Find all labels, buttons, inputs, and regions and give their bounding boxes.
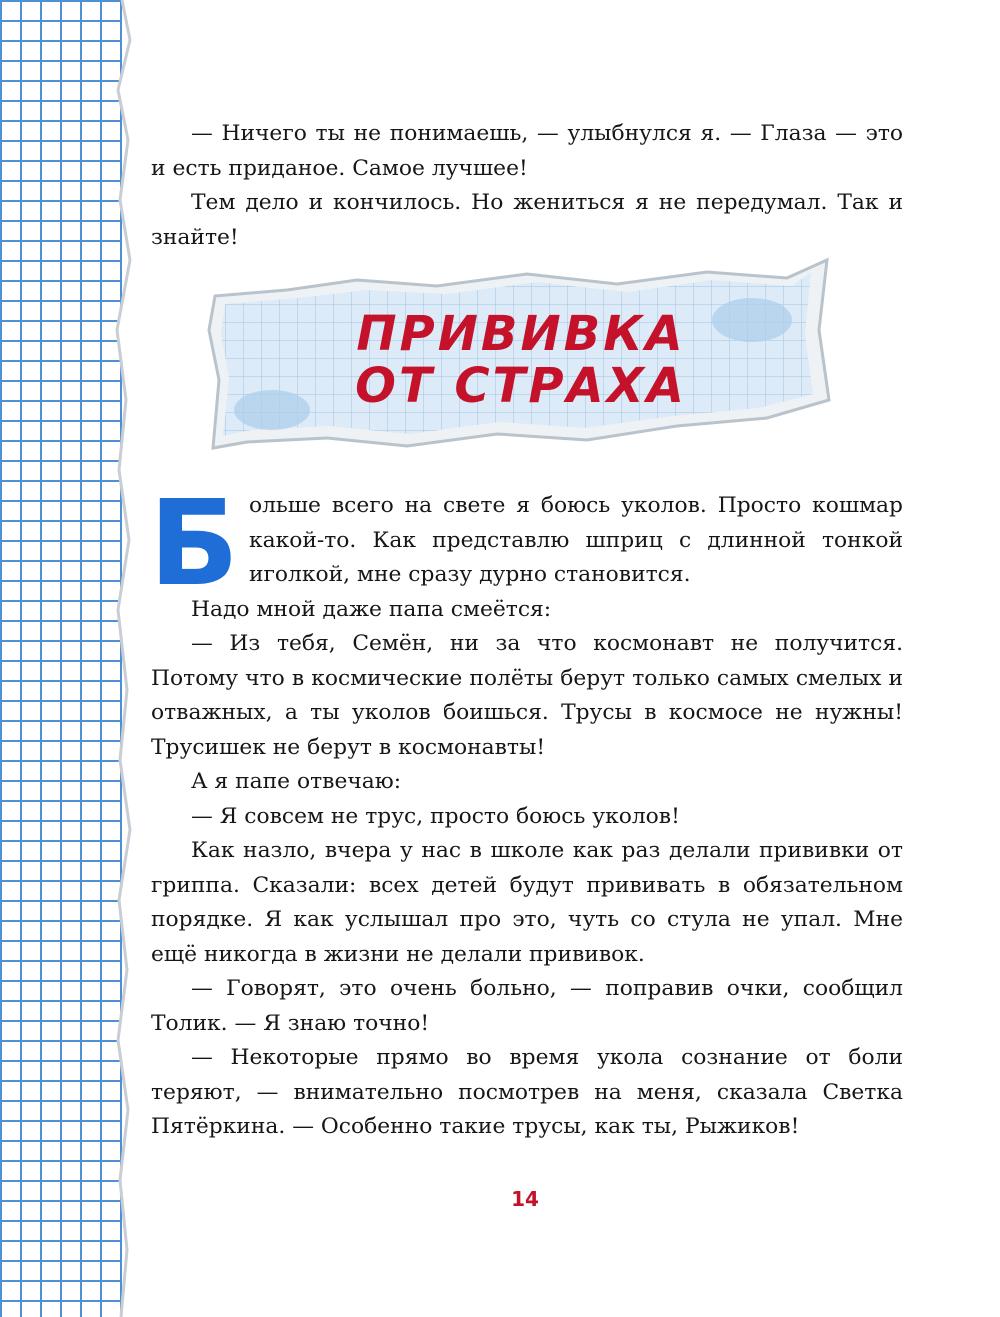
paragraph: — Некоторые прямо во время укола сознание от боли теряют, — внимательно посмотрев на меня, сказала Светка Пятёркина. — Особенно такие трусы, как ты, Рыжиков! (151, 1045, 903, 1139)
first-paragraph-text: ольше всего на свете я боюсь уколов. Просто кошмар какой-то. Как представлю шприц с длинной тонкой иголкой, мне сразу дурно становится. (248, 493, 903, 587)
paragraph: — Ничего ты не понимаешь, — улыбнулся я. — Глаза — это и есть приданое. Самое лучшее! (151, 121, 903, 181)
paragraph: — Из тебя, Семён, ни за что космонавт не получится. Потому что в космические полёты берут только самых смелых и отважных, а ты уколов боишься. Трусы в космосе не нужны! Трусишек не берут в космонавты! (151, 631, 903, 760)
paragraph: — Говорят, это очень больно, — поправив очки, сообщил Толик. — Я знаю точно! (151, 976, 903, 1036)
top-text-block (151, 117, 903, 255)
paragraph: Как назло, вчера у нас в школе как раз делали прививки от гриппа. Сказали: всех детей будут прививать в обязательном порядке. Я как услышал про это, чуть со стула не упал. Мне ещё никогда в жизни не делали прививок. (151, 838, 903, 967)
paragraph: Надо мной даже папа смеётся: (191, 596, 552, 622)
paragraph: А я папе отвечаю: (191, 769, 402, 794)
chapter-title-banner (207, 250, 835, 452)
page-number: 14 (511, 1187, 539, 1211)
paragraph: — Я совсем не трус, просто боюсь уколов! (191, 803, 680, 829)
chapter-title (207, 308, 835, 412)
drop-cap: Б (149, 474, 239, 612)
chapter-title-line1: ПРИВИВКА (356, 306, 686, 362)
story-text-block (149, 474, 903, 1145)
chapter-title-line2: ОТ СТРАХА (355, 358, 687, 414)
paragraph: Тем дело и кончилось. Но жениться я не передумал. Так и знайте! (151, 190, 903, 250)
